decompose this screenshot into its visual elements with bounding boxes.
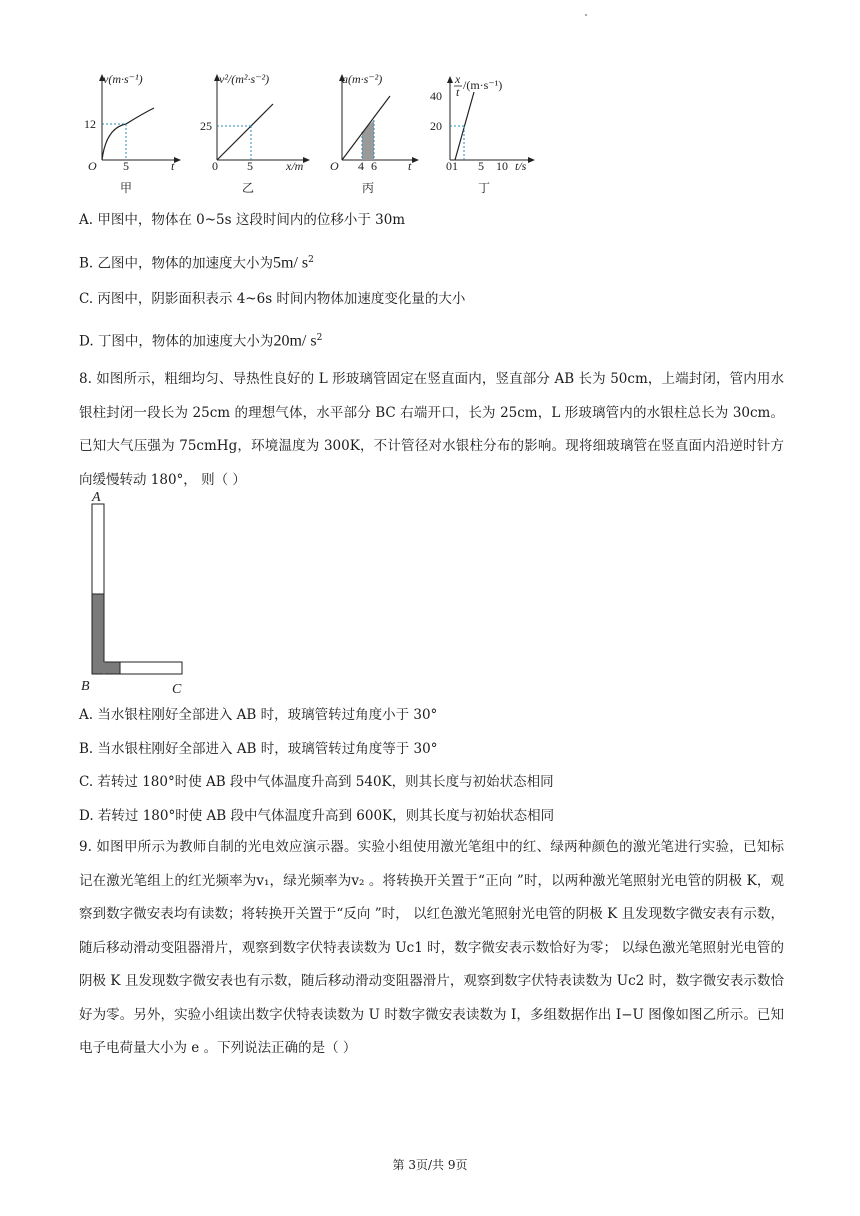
svg-text:t: t bbox=[171, 159, 175, 173]
q8-option-a: A. 当水银柱刚好全部进入 AB 时，玻璃管转过角度小于 30° bbox=[79, 707, 438, 723]
graph-yi-line bbox=[217, 104, 273, 160]
svg-text:t: t bbox=[456, 85, 460, 99]
q8-option-d: D. 若转过 180°时使 AB 段中气体温度升高到 600K，则其长度与初始状态相同 bbox=[79, 808, 555, 824]
svg-text:丁: 丁 bbox=[478, 181, 491, 195]
svg-text:B: B bbox=[81, 679, 90, 694]
svg-text:10: 10 bbox=[496, 159, 508, 173]
svg-text:乙: 乙 bbox=[242, 181, 255, 195]
svg-text:6: 6 bbox=[371, 159, 377, 173]
graph-jia-curve bbox=[102, 108, 154, 160]
svg-text:O: O bbox=[330, 159, 339, 173]
svg-text:5: 5 bbox=[478, 159, 484, 173]
graph-bing bbox=[322, 70, 422, 198]
graph-yi bbox=[197, 70, 317, 198]
svg-text:x/m: x/m bbox=[286, 159, 304, 173]
svg-text:12: 12 bbox=[84, 117, 96, 131]
svg-text:丙: 丙 bbox=[362, 181, 375, 195]
q7-option-b: B. 乙图中，物体的加速度大小为5m/ $s^2$ bbox=[79, 254, 314, 272]
svg-text:t: t bbox=[408, 159, 412, 173]
svg-text:0: 0 bbox=[212, 159, 218, 173]
svg-text:甲: 甲 bbox=[120, 181, 133, 195]
q7-option-d: D. 丁图中，物体的加速度大小为20m/ $s^2$ bbox=[79, 332, 323, 350]
graph-jia bbox=[82, 70, 182, 198]
svg-text:5: 5 bbox=[123, 159, 129, 173]
svg-text:C: C bbox=[172, 682, 182, 697]
q8-option-c: C. 若转过 180°时使 AB 段中气体温度升高到 540K，则其长度与初始状态相同 bbox=[79, 774, 554, 790]
q8-stem: 8. 如图所示，粗细均匀、导热性良好的 L 形玻璃管固定在竖直面内，竖直部分 AB 长为 50cm，上端封闭，管内用水银柱封闭一段长为 25cm 的理想气体，水平部分 BC 右端开口，长为 25cm，L 形玻璃管内的水银柱总长为 30cm。已知大气压强为 75cmHg，环境温度为 300K，不计管径对水银柱分布的影响。现将细玻璃管在竖直面内沿逆时针方向缓慢转动 180°， 则（ ） bbox=[79, 371, 784, 488]
scan-dot bbox=[585, 14, 587, 16]
svg-text:4: 4 bbox=[358, 159, 364, 173]
svg-text:x: x bbox=[455, 72, 461, 86]
q8-option-b: B. 当水银柱刚好全部进入 AB 时，玻璃管转过角度等于 30° bbox=[79, 741, 438, 757]
svg-text:40: 40 bbox=[430, 89, 442, 103]
graph-ding bbox=[422, 70, 542, 198]
q8-l-tube-figure bbox=[78, 490, 198, 704]
page-footer: 第 3页/共 9页 bbox=[392, 1158, 468, 1172]
svg-text:/(m·s⁻¹): /(m·s⁻¹) bbox=[463, 78, 503, 92]
svg-text:v²/(m²·s⁻²): v²/(m²·s⁻²) bbox=[219, 72, 270, 86]
q9-stem: 9. 如图甲所示为教师自制的光电效应演示器。实验小组使用激光笔组中的红、绿两种颜色的激光笔进行实验，已知标记在激光笔组上的红光频率为v₁，绿光频率为v₂ 。将转换开关置于“正向 ”时，以两种激光笔照射光电管的阴极 K，观察到数字微安表均有读数；将转换开关置于“反向 ”时， 以红色激光笔照射光电管的阴极 K 且发现数字微安表有示数，随后移动滑动变阻器滑片，观察到数字伏特表读数为 Uc1 时，数字微安表示数恰好为零； 以绿色激光笔照射光电管的阴极 K 且发现数字微安表也有示数，随后移动滑动变阻器滑片，观察到数字伏特表读数为 Uc2 时，数字微安表示数恰好为零。另外，实验小组读出数字伏特表读数为 U 时数字微安表读数为 I，多组数据作出 I−U 图像如图乙所示。已知电子电荷量大小为 e 。下列说法正确的是（ ） bbox=[79, 839, 784, 1056]
q7-option-a: A. 甲图中，物体在 0~5s 这段时间内的位移小于 30m bbox=[79, 212, 406, 228]
svg-text:25: 25 bbox=[200, 119, 212, 133]
q7-option-c: C. 丙图中，阴影面积表示 4~6s 时间内物体加速度变化量的大小 bbox=[79, 291, 466, 307]
svg-text:t/s: t/s bbox=[515, 159, 527, 173]
svg-text:a(m·s⁻²): a(m·s⁻²) bbox=[342, 72, 383, 86]
svg-text:O: O bbox=[88, 159, 97, 173]
svg-text:5: 5 bbox=[247, 159, 253, 173]
svg-text:A: A bbox=[92, 490, 101, 505]
svg-text:01: 01 bbox=[446, 159, 458, 173]
svg-text:20: 20 bbox=[430, 119, 442, 133]
svg-text:v(m·s⁻¹): v(m·s⁻¹) bbox=[103, 72, 143, 86]
